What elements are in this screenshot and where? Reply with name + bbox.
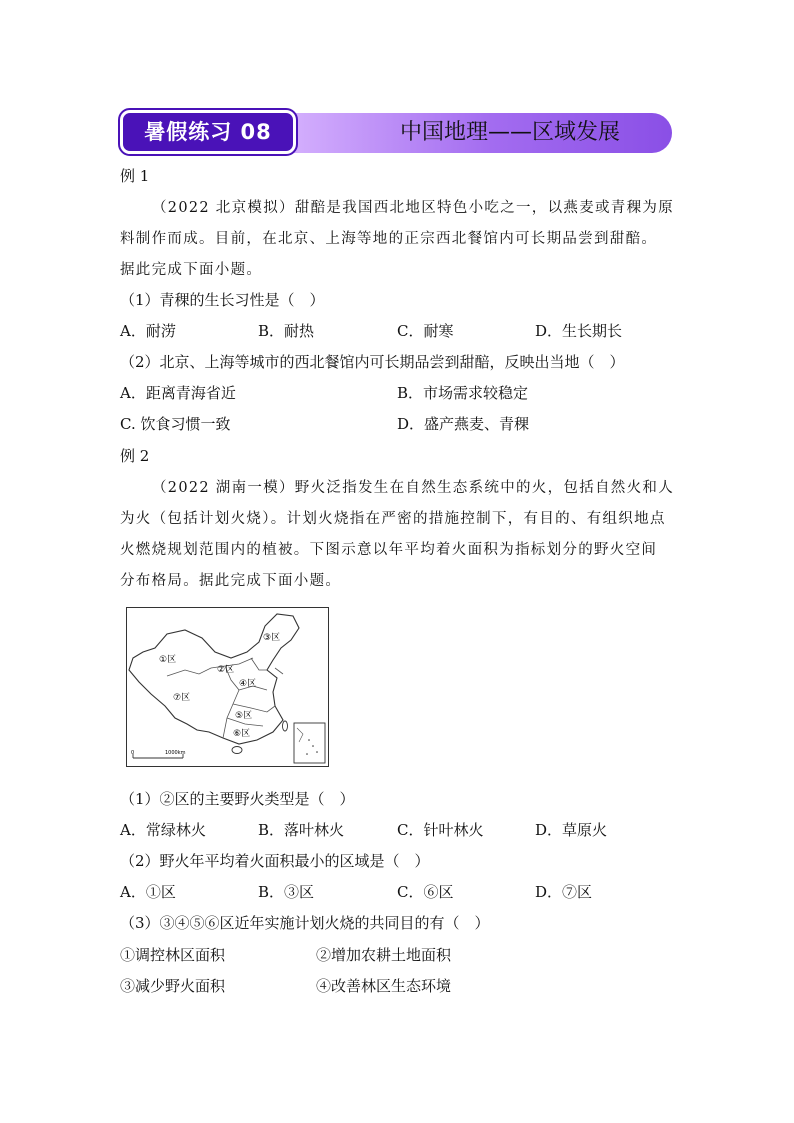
example2-stem-line: 为火（包括计划火烧）。计划火烧指在严密的措施控制下，有目的、有组织地点 [120, 511, 666, 527]
question-text: （2）北京、上海等城市的西北餐馆内可长期品尝到甜醅，反映出当地（ ） [120, 353, 625, 371]
example1-stem-line: 据此完成下面小题。 [120, 262, 263, 278]
example2-stem-line: 火燃烧规划范围内的植被。下图示意以年平均着火面积为指标划分的野火空间 [120, 542, 658, 558]
region-label-7: ⑦区 [173, 693, 191, 703]
option-a[interactable]: A．距离青海省近 [120, 384, 236, 402]
statement-1: ①调控林区面积 [120, 946, 226, 964]
option-c[interactable]: C．耐寒 [397, 322, 454, 340]
option-a[interactable]: A．常绿林火 [120, 821, 206, 839]
question-text: （3）③④⑤⑥区近年实施计划火烧的共同目的有（ ） [120, 914, 490, 932]
option-d[interactable]: D．⑦区 [535, 883, 593, 901]
wildfire-region-map [126, 607, 329, 767]
option-d[interactable]: D．盛产燕麦、青稞 [397, 415, 530, 433]
header-banner [120, 110, 676, 156]
statement-4: ④改善林区生态环境 [316, 977, 452, 995]
option-a[interactable]: A．①区 [120, 883, 176, 901]
region-label-3: ③区 [263, 633, 281, 643]
option-d[interactable]: D．生长期长 [535, 322, 623, 340]
option-c[interactable]: C．⑥区 [397, 883, 454, 901]
page-title: 中国地理——区域发展 [399, 120, 620, 145]
scale-zero: 0 [131, 750, 135, 756]
example1-label: 例 1 [120, 167, 150, 185]
question-text: （1）②区的主要野火类型是（ ） [120, 790, 355, 808]
option-b[interactable]: B．落叶林火 [258, 821, 345, 839]
option-b[interactable]: B．③区 [258, 883, 315, 901]
statement-2: ②增加农耕土地面积 [316, 946, 452, 964]
region-label-1: ①区 [159, 655, 177, 665]
region-label-2: ②区 [217, 665, 235, 675]
region-label-4: ④区 [239, 679, 257, 689]
option-c[interactable]: C．针叶林火 [397, 821, 484, 839]
example1-stem-line: 料制作而成。目前，在北京、上海等地的正宗西北餐馆内可长期品尝到甜醅。 [120, 231, 658, 247]
region-label-5: ⑤区 [235, 711, 253, 721]
option-b[interactable]: B．耐热 [258, 322, 315, 340]
question-text: （2）野火年平均着火面积最小的区域是（ ） [120, 852, 430, 870]
option-b[interactable]: B．市场需求较稳定 [397, 384, 529, 402]
region-label-6: ⑥区 [233, 729, 251, 739]
exercise-tag: 暑假练习 08 [120, 110, 296, 154]
option-a[interactable]: A．耐涝 [120, 322, 176, 340]
example2-stem-line: （2022 湖南一模）野火泛指发生在自然生态系统中的火，包括自然火和人 [152, 480, 675, 496]
statement-3: ③减少野火面积 [120, 977, 226, 995]
example2-label: 例 2 [120, 447, 150, 465]
question-text: （1）青稞的生长习性是（ ） [120, 291, 325, 309]
scale-label: 1000km [165, 750, 186, 756]
china-map-outline [127, 608, 327, 765]
option-d[interactable]: D．草原火 [535, 821, 608, 839]
example1-stem-line: （2022 北京模拟）甜醅是我国西北地区特色小吃之一，以燕麦或青稞为原 [152, 200, 675, 216]
option-c[interactable]: C. 饮食习惯一致 [120, 415, 231, 433]
example2-stem-line: 分布格局。据此完成下面小题。 [120, 573, 342, 589]
